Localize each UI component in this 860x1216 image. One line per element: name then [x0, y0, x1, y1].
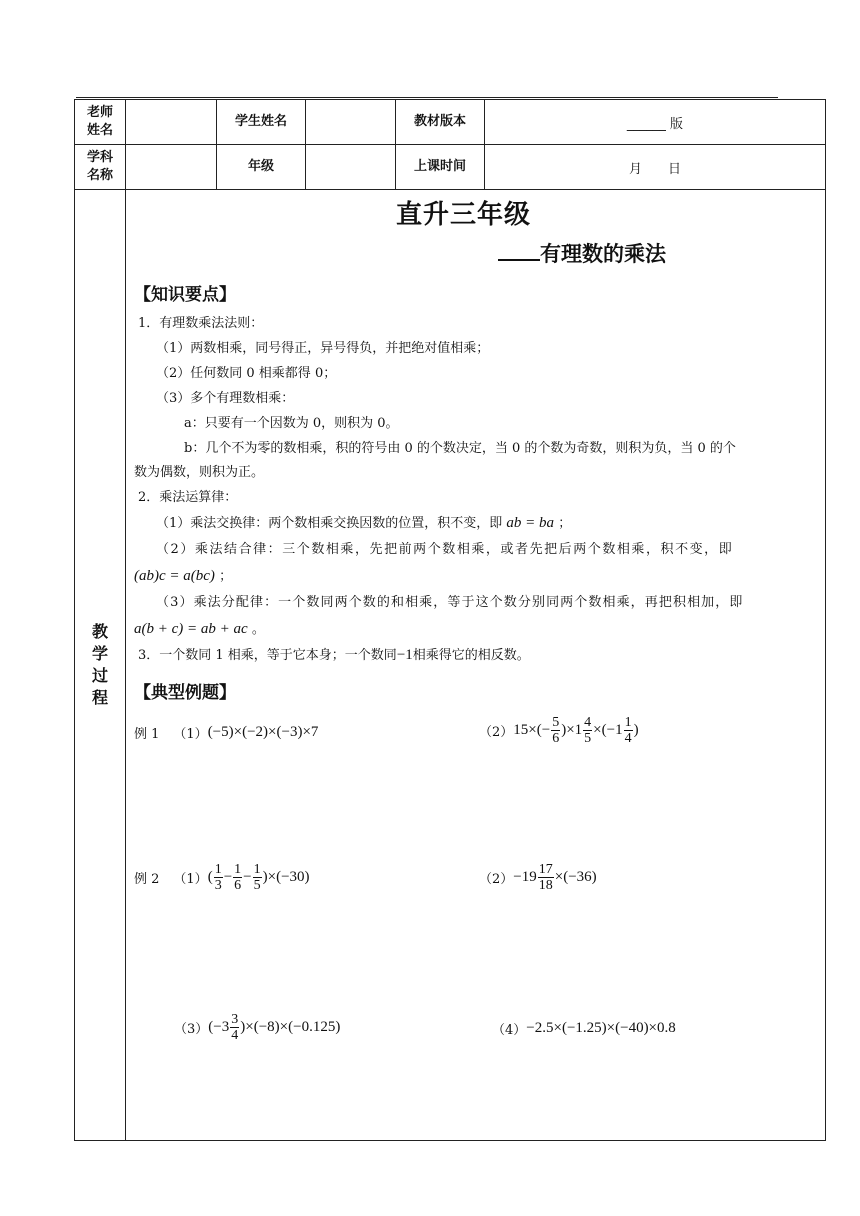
example-2-3-part-a: (−3 [208, 1019, 230, 1035]
distributive-end: 。 [251, 622, 265, 637]
minus-one: −1 [396, 647, 413, 663]
teaching-process-label [75, 190, 126, 1141]
point-1-3: （3）多个有理数相乘： [156, 391, 295, 406]
grade-label: 年级 [217, 145, 306, 190]
distributive-formula: a(b + c) = ab + ac [134, 621, 248, 637]
class-time-label: 上课时间 [396, 145, 485, 190]
example-2-2-part-a: −19 [513, 869, 537, 885]
side-label-text: 教学过程 [92, 622, 109, 707]
example-1-2-number: （2） [479, 725, 514, 740]
fraction [214, 862, 223, 893]
point-1-3b-line1: b：几个不为零的数相乘，积的符号由 0 的个数决定，当 0 的个数为奇数，则积为负，当 0 的个 [184, 441, 736, 456]
point-2-2-formula-line [134, 567, 232, 586]
top-rule [76, 97, 778, 98]
example-2-part-3 [174, 1012, 340, 1043]
example-2-4-number: （4） [492, 1023, 527, 1038]
commutative-end: ； [558, 516, 572, 531]
fraction-denominator: 5 [253, 878, 261, 893]
point-2: 2．乘法运算律： [138, 490, 238, 505]
fraction-numerator: 3 [231, 1012, 239, 1027]
fraction [583, 715, 592, 746]
commutative-text: （1）乘法交换律：两个数相乘交换因数的位置，积不变，即 [156, 516, 503, 531]
example-1-2-part-a: 15×(− [513, 722, 551, 738]
lesson-table [74, 99, 826, 1141]
teacher-label: 老师姓名 [75, 100, 126, 145]
fraction [551, 715, 560, 746]
section-knowledge-points: 【知识要点】 [134, 285, 236, 305]
example-2-label: 例 2 [134, 872, 160, 887]
class-time-value[interactable]: 月 日 [485, 145, 826, 190]
page-subtitle [498, 238, 666, 268]
example-1-2-part-d: ) [633, 722, 639, 738]
point-1-3b-line2: 数为偶数，则积为正。 [134, 465, 265, 480]
point-1-2: （2）任何数同 0 相乘都得 0； [156, 366, 337, 381]
fraction [230, 1012, 239, 1043]
example-2-4-expression: −2.5×(−1.25)×(−40)×0.8 [526, 1020, 676, 1036]
point-3-text-a: 3．一个数同 1 相乘，等于它本身；一个数同 [138, 648, 397, 663]
subject-value[interactable] [126, 145, 217, 190]
title-blank [498, 241, 540, 261]
fraction-numerator: 1 [253, 862, 261, 877]
example-2-1-close: )×(−30) [262, 869, 310, 885]
textbook-label: 教材版本 [396, 100, 485, 145]
fraction-numerator: 1 [214, 862, 222, 877]
minus-sign: − [243, 869, 252, 885]
example-2-part-4 [492, 1019, 676, 1038]
example-2-1-number: （1） [173, 872, 208, 887]
textbook-value[interactable]: ______ 版 [485, 100, 826, 145]
example-1-part-2 [479, 715, 639, 746]
example-1-part-1 [134, 723, 318, 742]
fraction-numerator: 17 [538, 862, 553, 877]
student-label: 学生姓名 [217, 100, 306, 145]
lesson-content [126, 190, 826, 1141]
fraction [538, 862, 554, 893]
subject-label: 学科名称 [75, 145, 126, 190]
minus-sign: − [223, 869, 233, 885]
fraction-denominator: 6 [234, 878, 242, 893]
fraction [253, 862, 262, 893]
example-2-3-part-b: )×(−8)×(−0.125) [240, 1019, 341, 1035]
student-value[interactable] [306, 100, 396, 145]
example-2-2-number: （2） [479, 872, 514, 887]
point-2-2: （2）乘法结合律：三个数相乘，先把前两个数相乘，或者先把后两个数相乘，积不变，即 [156, 542, 734, 557]
point-1-1: （1）两数相乘，同号得正，异号得负，并把绝对值相乘； [156, 341, 490, 356]
associative-end: ； [219, 569, 233, 584]
fraction [233, 862, 242, 893]
fraction-denominator: 18 [538, 878, 553, 893]
example-2-2-part-b: ×(−36) [554, 869, 597, 885]
fraction-numerator: 5 [552, 715, 560, 730]
associative-formula: (ab)c = a(bc) [134, 568, 215, 584]
example-1-label: 例 1 [134, 727, 160, 742]
example-1-2-part-b: )×1 [561, 722, 583, 738]
subtitle-text: 有理数的乘法 [540, 242, 666, 266]
example-1-1-number: （1） [173, 727, 208, 742]
point-2-3: （3）乘法分配律：一个数同两个数的和相乘，等于这个数分别同两个数相乘，再把积相加，即 [156, 595, 744, 610]
fraction [624, 715, 633, 746]
fraction-denominator: 6 [552, 731, 560, 746]
grade-value[interactable] [306, 145, 396, 190]
example-1-2-part-c: ×(−1 [593, 722, 623, 738]
fraction-numerator: 4 [584, 715, 592, 730]
section-typical-examples: 【典型例题】 [134, 683, 236, 703]
teacher-value[interactable] [126, 100, 217, 145]
example-2-3-number: （3） [174, 1022, 209, 1037]
fraction-denominator: 4 [624, 731, 632, 746]
example-2-1-open: ( [207, 869, 213, 885]
fraction-denominator: 3 [214, 878, 222, 893]
commutative-formula: ab = ba [506, 515, 555, 531]
point-3-text-b: 相乘得它的相反数。 [412, 648, 530, 663]
page-title: 直升三年级 [396, 200, 532, 230]
fraction-denominator: 5 [584, 731, 592, 746]
point-3 [138, 646, 530, 665]
point-1-3a: a：只要有一个因数为 0，则积为 0。 [184, 416, 399, 431]
example-2-part-2 [479, 862, 597, 893]
example-1-1-expression: (−5)×(−2)×(−3)×7 [207, 724, 319, 740]
fraction-denominator: 4 [231, 1028, 239, 1043]
example-2-part-1 [134, 862, 310, 893]
point-2-1 [156, 514, 571, 533]
point-1: 1．有理数乘法法则： [138, 316, 264, 331]
point-2-3-formula-line [134, 620, 265, 639]
fraction-numerator: 1 [234, 862, 242, 877]
fraction-numerator: 1 [624, 715, 632, 730]
